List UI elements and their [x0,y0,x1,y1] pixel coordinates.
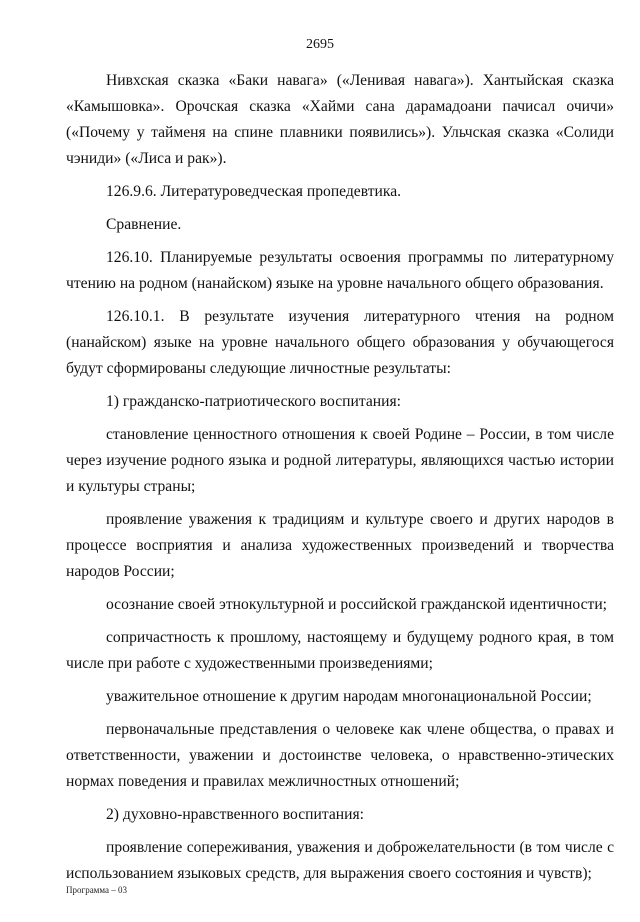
document-body [66,68,614,894]
list-heading-spiritual-moral: 2) духовно-нравственного воспитания: [106,806,364,823]
list-item: проявление уважения к традициям и культуре своего и других народов в процессе восприятия и анализа художественных произведений и творчества народов России; [66,511,614,580]
list-item: сопричастность к прошлому, настоящему и будущему родного края, в том числе при работе с художественными произведениями; [66,629,614,672]
paragraph-comparison: Сравнение. [106,216,182,233]
list-item: проявление сопереживания, уважения и доброжелательности (в том числе с использованием языковых средств, для выражения своего состояния и чувств); [66,839,614,882]
list-item: первоначальные представления о человеке как члене общества, о правах и ответственности, уважении и достоинстве человека, о нравственно-этических нормах поведения и правилах межличностных отношений; [66,721,614,790]
list-item: осознание своей этнокультурной и российской гражданской идентичности; [106,596,608,613]
page-number: 2695 [306,37,334,52]
list-heading-civic-patriotic: 1) гражданско-патриотического воспитания: [106,393,401,410]
section-heading-planned-results: 126.10. Планируемые результаты освоения программы по литературному чтению на родном (нанайском) языке на уровне начального общего образования. [66,249,614,292]
paragraph-fairy-tales: Нивхская сказка «Баки навага» («Ленивая навага»). Хантыйская сказка «Камышовка». Орочская сказка «Хайми сана дарамадоани пачисал очичи» («Почему у тайменя на спине плавники появились»). Ульчская сказка «Солиди чэниди» («Лиса и рак»). [66,72,614,167]
list-item: становление ценностного отношения к своей Родине – России, в том числе через изучение родного языка и родной литературы, являющихся частью истории и культуры страны; [66,426,614,495]
footer-label: Программа – 03 [66,885,128,895]
list-item: уважительное отношение к другим народам многонациональной России; [106,688,592,705]
paragraph-personal-results-intro: 126.10.1. В результате изучения литературного чтения на родном (нанайском) языке на уровне начального общего образования у обучающегося будут сформированы следующие личностные результаты: [66,308,614,377]
section-heading-literary-propaedeutics: 126.9.6. Литературоведческая пропедевтика. [106,183,402,200]
